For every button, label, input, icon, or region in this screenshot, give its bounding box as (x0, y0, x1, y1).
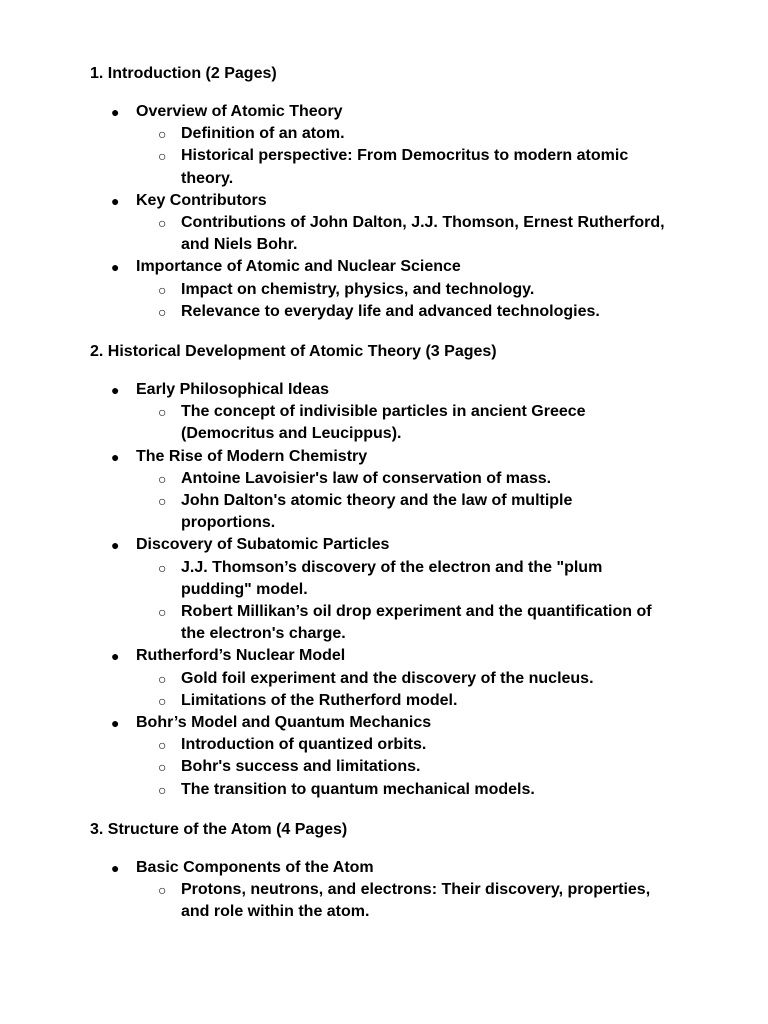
item-label: Basic Components of the Atom (136, 859, 374, 876)
sub-item-text: Robert Millikan’s oil drop experiment and the quantification of the electron's charge. (181, 603, 652, 643)
bullet-circle-icon: ○ (158, 281, 167, 298)
list-item (90, 446, 710, 535)
section-heading: 1. Introduction (2 Pages) (90, 65, 277, 82)
sub-list-item (136, 879, 710, 923)
sub-list-item (136, 690, 710, 712)
bullet-circle-icon: ○ (158, 493, 167, 510)
sub-list-item (136, 557, 710, 601)
bullet-circle-icon: ○ (158, 404, 167, 421)
bullet-circle-icon: ○ (158, 559, 167, 576)
item-label: The Rise of Modern Chemistry (136, 447, 368, 465)
sub-item-text: Gold foil experiment and the discovery of the nucleus. (181, 669, 594, 687)
bullet-circle-icon: ○ (158, 692, 167, 709)
item-label: Key Contributors (136, 191, 267, 209)
bullet-disc-icon: ● (111, 715, 120, 732)
bullet-circle-icon: ○ (158, 604, 167, 621)
bullet-circle-icon: ○ (158, 303, 167, 320)
sub-list (136, 123, 710, 190)
bullet-disc-icon: ● (111, 192, 120, 209)
bullet-disc-icon: ● (111, 448, 120, 465)
sub-list-item (136, 401, 710, 445)
outline-list (90, 857, 710, 924)
sub-list (136, 401, 710, 445)
item-label: Bohr’s Model and Quantum Mechanics (136, 714, 432, 732)
section-structure-of-atom (90, 819, 710, 924)
sub-item-text: Historical perspective: From Democritus to modern atomic theory. (181, 147, 629, 187)
item-label: Early Philosophical Ideas (136, 381, 329, 398)
item-label: Rutherford’s Nuclear Model (136, 647, 346, 665)
sub-list (136, 468, 710, 535)
outline-list (90, 379, 710, 801)
item-label: Discovery of Subatomic Particles (136, 536, 390, 554)
sub-item-text: The concept of indivisible particles in ancient Greece (Democritus and Leucippus). (181, 403, 586, 443)
sub-item-text: The transition to quantum mechanical models. (181, 780, 535, 798)
sub-item-text: Introduction of quantized orbits. (181, 736, 427, 754)
bullet-circle-icon: ○ (158, 470, 167, 487)
section-heading: 3. Structure of the Atom (4 Pages) (90, 821, 348, 838)
sub-list-item (136, 734, 710, 756)
sub-item-text: J.J. Thomson’s discovery of the electron and the "plum pudding" model. (181, 558, 603, 598)
sub-list-item (136, 779, 710, 801)
item-label: Importance of Atomic and Nuclear Science (136, 258, 461, 276)
sub-item-text: Contributions of John Dalton, J.J. Thomson, Ernest Rutherford, and Niels Bohr. (181, 214, 665, 254)
sub-item-text: Limitations of the Rutherford model. (181, 691, 458, 709)
sub-list-item (136, 490, 710, 534)
bullet-disc-icon: ● (111, 537, 120, 554)
sub-list (136, 279, 710, 323)
sub-item-text: Impact on chemistry, physics, and technology. (181, 280, 535, 298)
sub-list-item (136, 468, 710, 490)
section-historical-development (90, 341, 710, 801)
list-item (90, 190, 710, 257)
bullet-circle-icon: ○ (158, 781, 167, 798)
list-item (90, 645, 710, 712)
sub-item-text: Antoine Lavoisier's law of conservation of mass. (181, 469, 552, 487)
sub-item-text: Bohr's success and limitations. (181, 758, 421, 776)
section-heading: 2. Historical Development of Atomic Theory (3 Pages) (90, 343, 497, 360)
bullet-disc-icon: ● (111, 104, 120, 120)
list-item (90, 712, 710, 801)
sub-list-item (136, 145, 710, 189)
bullet-circle-icon: ○ (158, 126, 167, 143)
bullet-disc-icon: ● (111, 860, 120, 876)
bullet-circle-icon: ○ (158, 759, 167, 776)
bullet-disc-icon: ● (111, 259, 120, 276)
sub-item-text: Definition of an atom. (181, 125, 345, 143)
bullet-circle-icon: ○ (158, 882, 167, 899)
sub-item-text: Relevance to everyday life and advanced technologies. (181, 302, 600, 320)
sub-list (136, 668, 710, 712)
sub-list (136, 212, 710, 256)
sub-item-text: Protons, neutrons, and electrons: Their discovery, properties, and role within the atom. (181, 881, 651, 921)
sub-list-item (136, 756, 710, 778)
list-item (90, 379, 710, 446)
outline-list (90, 101, 710, 323)
bullet-circle-icon: ○ (158, 148, 167, 165)
list-item (90, 534, 710, 645)
bullet-circle-icon: ○ (158, 670, 167, 687)
sub-list-item (136, 279, 710, 301)
bullet-circle-icon: ○ (158, 215, 167, 232)
sub-list-item (136, 668, 710, 690)
sub-item-text: John Dalton's atomic theory and the law of multiple proportions. (181, 492, 573, 532)
bullet-circle-icon: ○ (158, 737, 167, 754)
bullet-disc-icon: ● (111, 648, 120, 665)
sub-list-item (136, 212, 710, 256)
sub-list-item (136, 301, 710, 323)
section-introduction (90, 63, 710, 323)
list-item (90, 256, 710, 323)
list-item (90, 101, 710, 190)
sub-list-item (136, 123, 710, 145)
sub-list (136, 734, 710, 801)
sub-list (136, 557, 710, 646)
item-label: Overview of Atomic Theory (136, 103, 343, 120)
sub-list (136, 879, 710, 923)
bullet-disc-icon: ● (111, 382, 120, 398)
list-item (90, 857, 710, 924)
sub-list-item (136, 601, 710, 645)
